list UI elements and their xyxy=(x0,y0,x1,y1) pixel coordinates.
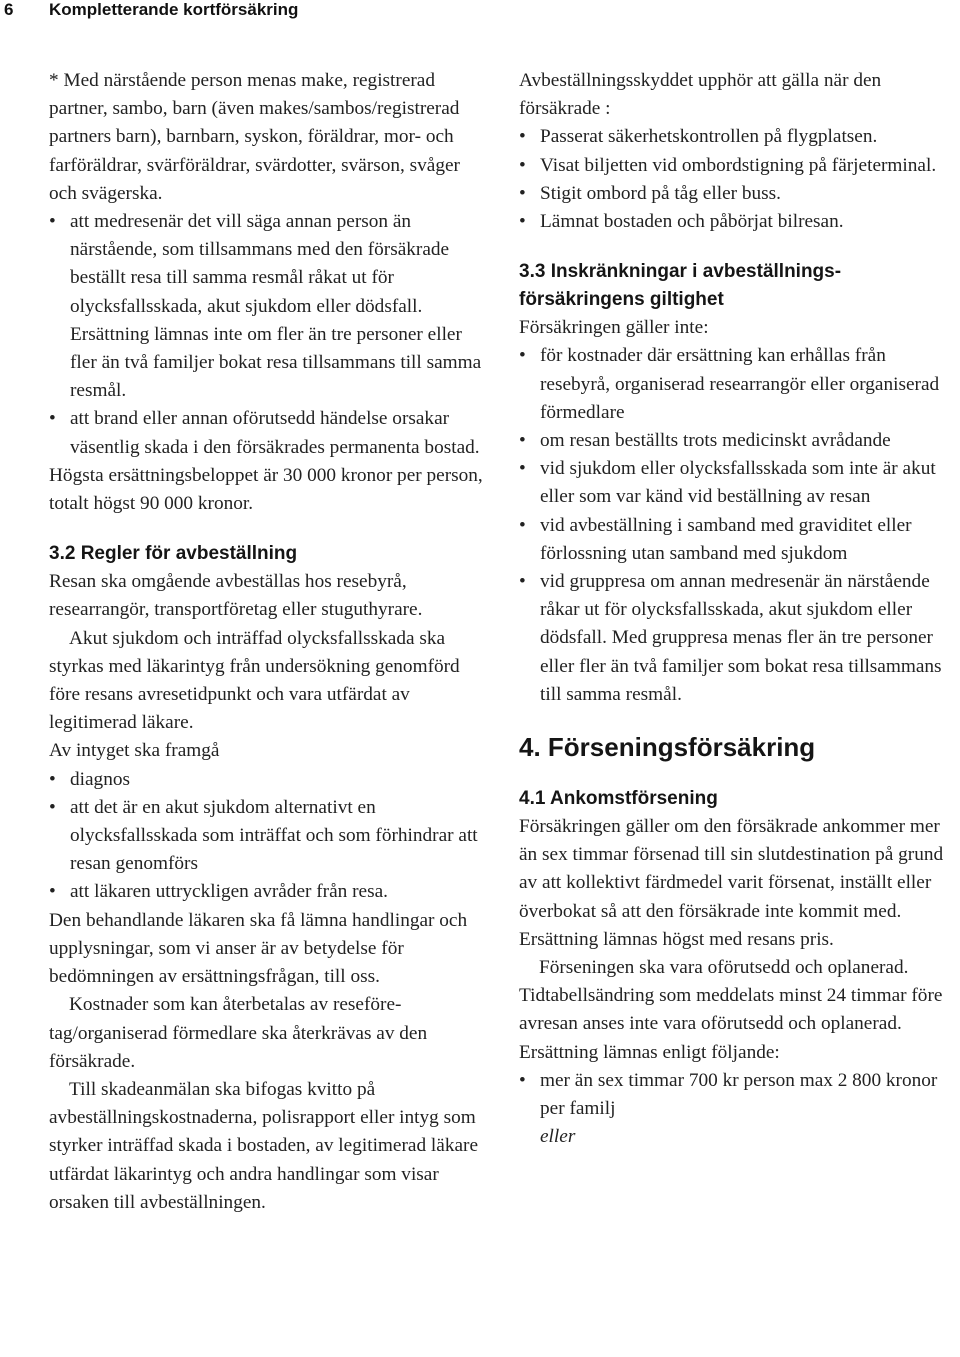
list-item: • att brand eller annan oförutsedd händelse orsakar väsentlig skada i den försäkrades permanenta bostad. xyxy=(49,405,489,461)
bullet-list-cancel-end xyxy=(519,123,957,236)
paragraph: Av intyget ska framgå xyxy=(49,740,220,762)
list-item: • vid avbeställning i samband med graviditet eller förlossning utan samband med sjukdom xyxy=(519,512,957,568)
list-item: • Stigit ombord på tåg eller buss. xyxy=(519,180,957,208)
paragraph: Förseningen ska vara oförutsedd och oplanerad. Tidtabellsändring som meddelats minst 24 timmar före avresan anses inte vara oförutsedd och oplanerad. xyxy=(519,957,943,1035)
intro-paragraph: * Med närstående person menas make, registrerad partner, sambo, barn (även makes/sambos/registrerad partners barn), barnbarn, syskon, föräldrar, mor- och farföräldrar, svärföräldrar, svärdotter, svärson, svåger och svägerska. xyxy=(49,70,460,204)
paragraph: Ersättning lämnas enligt följande: xyxy=(519,1041,780,1063)
list-item: • diagnos xyxy=(49,766,489,794)
paragraph: Till skadeanmälan ska bifogas kvitto på avbeställningskostnaderna, polisrapport eller intyg som styrker inträffad skada i bostaden, av legitimerad läkare utfärdat läkarintyg och andra handlingar som visar orsaken till avbeställningen. xyxy=(49,1078,479,1213)
right-column xyxy=(519,67,957,1152)
list-item: • Lämnat bostaden och påbörjat bilresan. xyxy=(519,208,957,236)
paragraph: Den behandlande läkaren ska få lämna handlingar och upplysningar, som vi anser är av betydelse för bedömningen av ersättningsfrågan, till oss. xyxy=(49,909,468,988)
list-item: • vid sjukdom eller olycksfallsskada som inte är akut eller som var känd vid beställning av resan xyxy=(519,455,957,511)
list-item: • att det är en akut sjukdom alternativt en olycksfallsskada som inträffat och som förhindrar att resan genomförs xyxy=(49,794,489,879)
bullet-list-certificate xyxy=(49,766,489,907)
paragraph: Försäkringen gäller inte: xyxy=(519,317,709,339)
bullet-list-limitations xyxy=(519,342,957,709)
or-word: eller xyxy=(540,1126,576,1148)
list-item: • Visat biljetten vid ombordstigning på färjeterminal. xyxy=(519,152,957,180)
paragraph: Resan ska omgående avbeställas hos resebyrå, researrangör, transportföretag eller stuguthyrare. xyxy=(49,571,423,621)
list-item: • om resan beställts trots medicinskt avrådande xyxy=(519,427,957,455)
section-heading-3-2: 3.2 Regler för avbeställning xyxy=(49,543,298,565)
bullet-list-compensation xyxy=(519,1067,957,1123)
list-item: • vid gruppresa om annan medresenär än närstående råkar ut för olycksfallsskada, akut sjukdom eller dödsfall. Med gruppresa menas fler än tre personer eller fler än två familjer som bokat resa tillsammans till samma resmål. xyxy=(519,568,957,709)
page-number: 6 xyxy=(4,0,14,19)
list-item: • Passerat säkerhetskontrollen på flygplatsen. xyxy=(519,123,957,151)
section-heading-4-1: 4.1 Ankomstförsening xyxy=(519,788,718,810)
section-heading-3-3: 3.3 Inskränkningar i avbeställningsförsäkringens giltighet xyxy=(519,261,842,311)
list-item: • för kostnader där ersättning kan erhållas från resebyrå, organiserad researrangör eller organiserad förmedlare xyxy=(519,342,957,427)
paragraph: Kostnader som kan återbetalas av reseföretag/organiserad förmedlare ska återkrävas av den försäkrade. xyxy=(49,994,428,1072)
list-item: • mer än sex timmar 700 kr person max 2 800 kronor per familj xyxy=(519,1067,957,1123)
section-heading-4: 4. Förseningsförsäkring xyxy=(519,732,816,763)
list-item: • att medresenär det vill säga annan person än närstående, som tillsammans med den försäkrade beställt resa till samma resmål råkat ut för olycksfallsskada, akut sjukdom eller dödsfall. Ersättning lämnas inte om fler än tre personer eller fler än två familjer bokat resa tillsammans till samma resmål. xyxy=(49,208,489,405)
max-amount-paragraph: Högsta ersättningsbeloppet är 30 000 kronor per person, totalt högst 90 000 kronor. xyxy=(49,464,483,515)
page-title: Kompletterande kortförsäkring xyxy=(49,0,299,19)
page-header xyxy=(0,0,960,26)
list-item: • att läkaren uttryckligen avråder från resa. xyxy=(49,878,489,906)
left-column xyxy=(49,67,489,1217)
paragraph: Avbeställningsskyddet upphör att gälla när den försäkrade : xyxy=(519,70,882,120)
paragraph: Akut sjukdom och inträffad olycksfallsskada ska styrkas med läkarintyg från undersökning genomförd före resans avresetidpunkt och vara utfärdat av legitimerad läkare. xyxy=(49,627,460,734)
paragraph: Försäkringen gäller om den försäkrade ankommer mer än sex timmar försenad till sin slutdestination på grund av att kollektivt färdmedel varit försenat, inställt eller överbokat så att den försäkrade inte kommit med. Ersättning lämnas högst med resans pris. xyxy=(519,816,944,950)
bullet-list-cancel-reasons xyxy=(49,208,489,462)
